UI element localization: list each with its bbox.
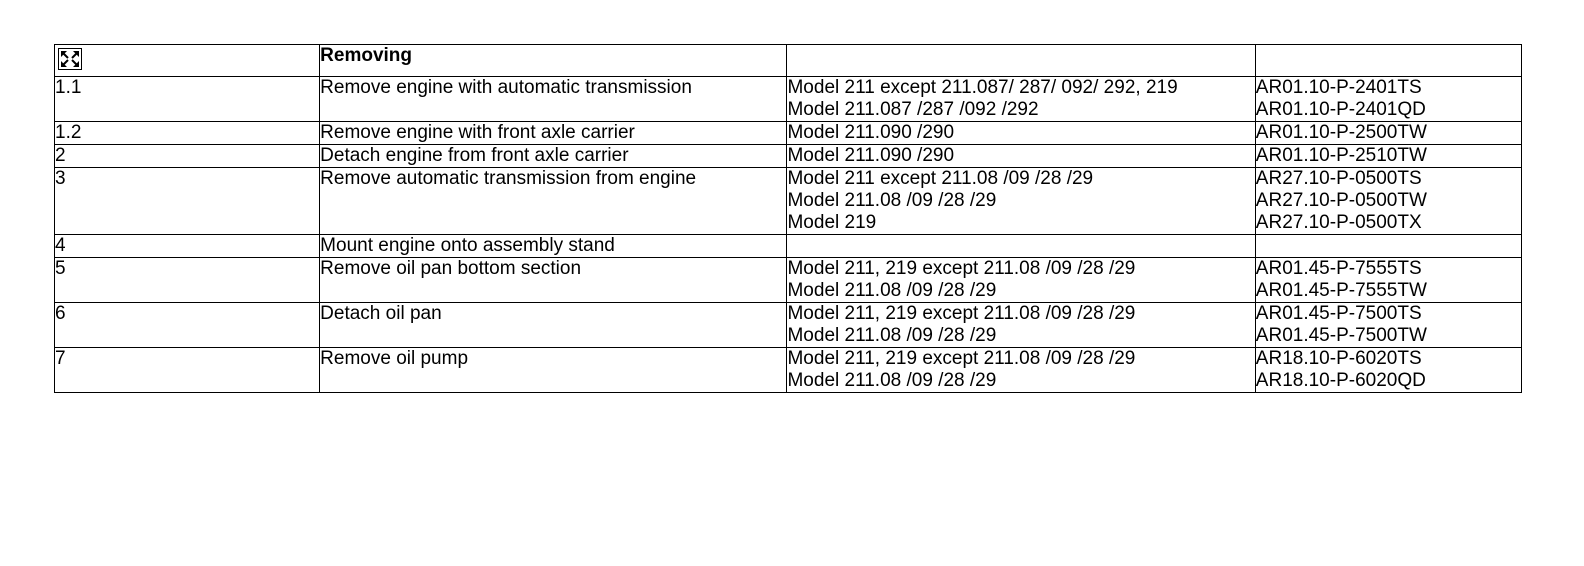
model-applicability: Model 211.08 /09 /28 /29: [787, 280, 1255, 303]
step-number: 2: [55, 145, 320, 168]
document-reference-link[interactable]: AR01.10-P-2401QD: [1255, 99, 1521, 122]
table-row: [55, 77, 1522, 100]
model-applicability: Model 211 except 211.08 /09 /28 /29: [787, 168, 1255, 191]
step-action: Remove automatic transmission from engine: [320, 168, 787, 235]
step-number: 6: [55, 303, 320, 348]
table-row: [55, 303, 1522, 326]
document-reference-link[interactable]: AR27.10-P-0500TS: [1255, 168, 1521, 191]
step-number: 1.2: [55, 122, 320, 145]
model-applicability: [787, 235, 1255, 258]
header-empty-cell: [1255, 45, 1521, 77]
model-applicability: Model 211.08 /09 /28 /29: [787, 370, 1255, 393]
step-number: 3: [55, 168, 320, 235]
document-reference-link[interactable]: AR01.10-P-2500TW: [1255, 122, 1521, 145]
document-reference-link[interactable]: AR01.45-P-7500TS: [1255, 303, 1521, 326]
expand-icon[interactable]: [58, 48, 82, 70]
document-reference-link[interactable]: AR18.10-P-6020TS: [1255, 348, 1521, 371]
table-row: [55, 348, 1522, 371]
document-reference-link[interactable]: AR27.10-P-0500TX: [1255, 212, 1521, 235]
step-action: Detach oil pan: [320, 303, 787, 348]
step-number: 1.1: [55, 77, 320, 122]
table-row: [55, 122, 1522, 145]
table-row: [55, 145, 1522, 168]
document-reference-link[interactable]: AR01.10-P-2401TS: [1255, 77, 1521, 100]
step-action: Remove oil pump: [320, 348, 787, 393]
table-header-row: [55, 45, 1522, 77]
document-reference-link[interactable]: [1255, 235, 1521, 258]
step-action: Mount engine onto assembly stand: [320, 235, 787, 258]
document-reference-link[interactable]: AR01.45-P-7500TW: [1255, 325, 1521, 348]
model-applicability: Model 219: [787, 212, 1255, 235]
step-action: Remove oil pan bottom section: [320, 258, 787, 303]
step-number: 5: [55, 258, 320, 303]
model-applicability: Model 211.090 /290: [787, 122, 1255, 145]
header-icon-cell: [55, 45, 320, 77]
procedure-table: [54, 44, 1522, 393]
model-applicability: Model 211 except 211.087/ 287/ 092/ 292, 219: [787, 77, 1255, 100]
step-number: 7: [55, 348, 320, 393]
document-reference-link[interactable]: AR01.45-P-7555TS: [1255, 258, 1521, 281]
procedure-table-body: [55, 45, 1522, 393]
model-applicability: Model 211, 219 except 211.08 /09 /28 /29: [787, 303, 1255, 326]
step-action: Remove engine with automatic transmission: [320, 77, 787, 122]
table-row: [55, 168, 1522, 191]
step-action: Remove engine with front axle carrier: [320, 122, 787, 145]
model-applicability: Model 211.08 /09 /28 /29: [787, 190, 1255, 212]
table-row: [55, 235, 1522, 258]
header-title: Removing: [320, 45, 787, 77]
document-reference-link[interactable]: AR01.45-P-7555TW: [1255, 280, 1521, 303]
step-action: Detach engine from front axle carrier: [320, 145, 787, 168]
document-reference-link[interactable]: AR27.10-P-0500TW: [1255, 190, 1521, 212]
model-applicability: Model 211.08 /09 /28 /29: [787, 325, 1255, 348]
model-applicability: Model 211, 219 except 211.08 /09 /28 /29: [787, 348, 1255, 371]
document-reference-link[interactable]: AR01.10-P-2510TW: [1255, 145, 1521, 168]
model-applicability: Model 211.087 /287 /092 /292: [787, 99, 1255, 122]
document-reference-link[interactable]: AR18.10-P-6020QD: [1255, 370, 1521, 393]
model-applicability: Model 211, 219 except 211.08 /09 /28 /29: [787, 258, 1255, 281]
header-empty-cell: [787, 45, 1255, 77]
table-row: [55, 258, 1522, 281]
model-applicability: Model 211.090 /290: [787, 145, 1255, 168]
step-number: 4: [55, 235, 320, 258]
